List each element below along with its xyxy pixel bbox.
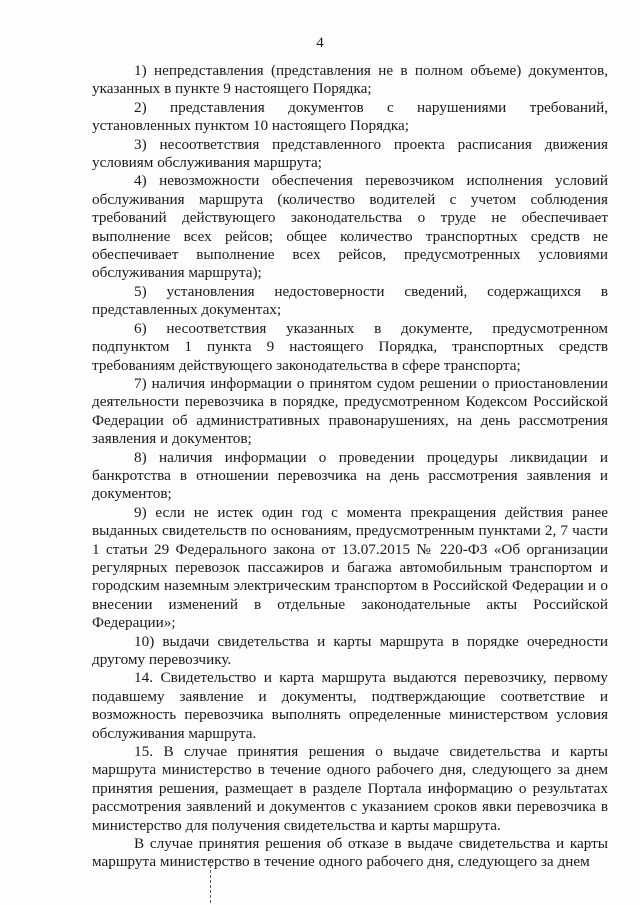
paragraph-item-1: 1) непредставления (представления не в полном объеме) документов, указанных в пункте 9 настоящего Порядка; [92,62,608,98]
paragraph-item-6: 6) несоответствия указанных в документе, предусмотренном подпунктом 1 пункта 9 настоящего Порядка, транспортных средств требованиям действующего законодательства в сфере транспорта; [92,319,608,374]
paragraph-section-15: 15. В случае принятия решения о выдаче свидетельства и карты маршрута министерство в течение одного рабочего дня, следующего за днем принятия решения, размещает в разделе Портала информацию о результатах рассмотрения заявлений и документов с указанием сроков явки перевозчика в министерство для получения свидетельства и карты маршрута. [92,743,608,834]
paragraph-item-7: 7) наличия информации о принятом судом решении о приостановлении деятельности перевозчика в порядке, предусмотренном Кодексом Российской Федерации об административных правонарушениях, на день рассмотрения заявления и документов; [92,374,608,448]
paragraph-section-14: 14. Свидетельство и карта маршрута выдаются перевозчику, первому подавшему заявление и документы, подтверждающие соответствие и возможность перевозчика выполнять определенные министерством условия обслуживания маршрута. [92,669,608,742]
paragraph-item-5: 5) установления недостоверности сведений, содержащихся в представленных документах; [92,282,608,319]
document-body [92,62,608,872]
paragraph-refusal-case: В случае принятия решения об отказе в выдаче свидетельства и карты маршрута министерство в течение одного рабочего дня, следующего за днем [92,835,608,871]
paragraph-item-4: 4) невозможности обеспечения перевозчиком исполнения условий обслуживания маршрута (количество водителей с учетом соблюдения требований действующего законодательства о труде не обеспечивает выполнение всех рейсов; общее количество транспортных средств не обеспечивает выполнение всех рейсов, предусмотренных условиями обслуживания маршрута); [92,172,608,282]
paragraph-item-8: 8) наличия информации о проведении процедуры ликвидации и банкротства в отношении перевозчика на день рассмотрения заявления и документов; [92,448,608,503]
scan-artifact-line [209,860,212,905]
paragraph-item-3: 3) несоответствия представленного проекта расписания движения условиям обслуживания маршрута; [92,135,608,172]
page-number: 4 [316,35,324,51]
paragraph-item-9: 9) если не истек один год с момента прекращения действия ранее выданных свидетельств по основаниям, предусмотренным пунктами 2, 7 части 1 статьи 29 Федерального закона от 13.07.2015 № 220-ФЗ «Об организации регулярных перевозок пассажиров и багажа автомобильным транспортом и городским наземным электрическим транспортом в Российской Федерации и о внесении изменений в отдельные законодательные акты Российской Федерации»; [92,503,608,632]
paragraph-item-10: 10) выдачи свидетельства и карты маршрута в порядке очередности другому перевозчику. [92,632,608,668]
paragraph-item-2: 2) представления документов с нарушениями требований, установленных пунктом 10 настоящего Порядка; [92,98,608,135]
